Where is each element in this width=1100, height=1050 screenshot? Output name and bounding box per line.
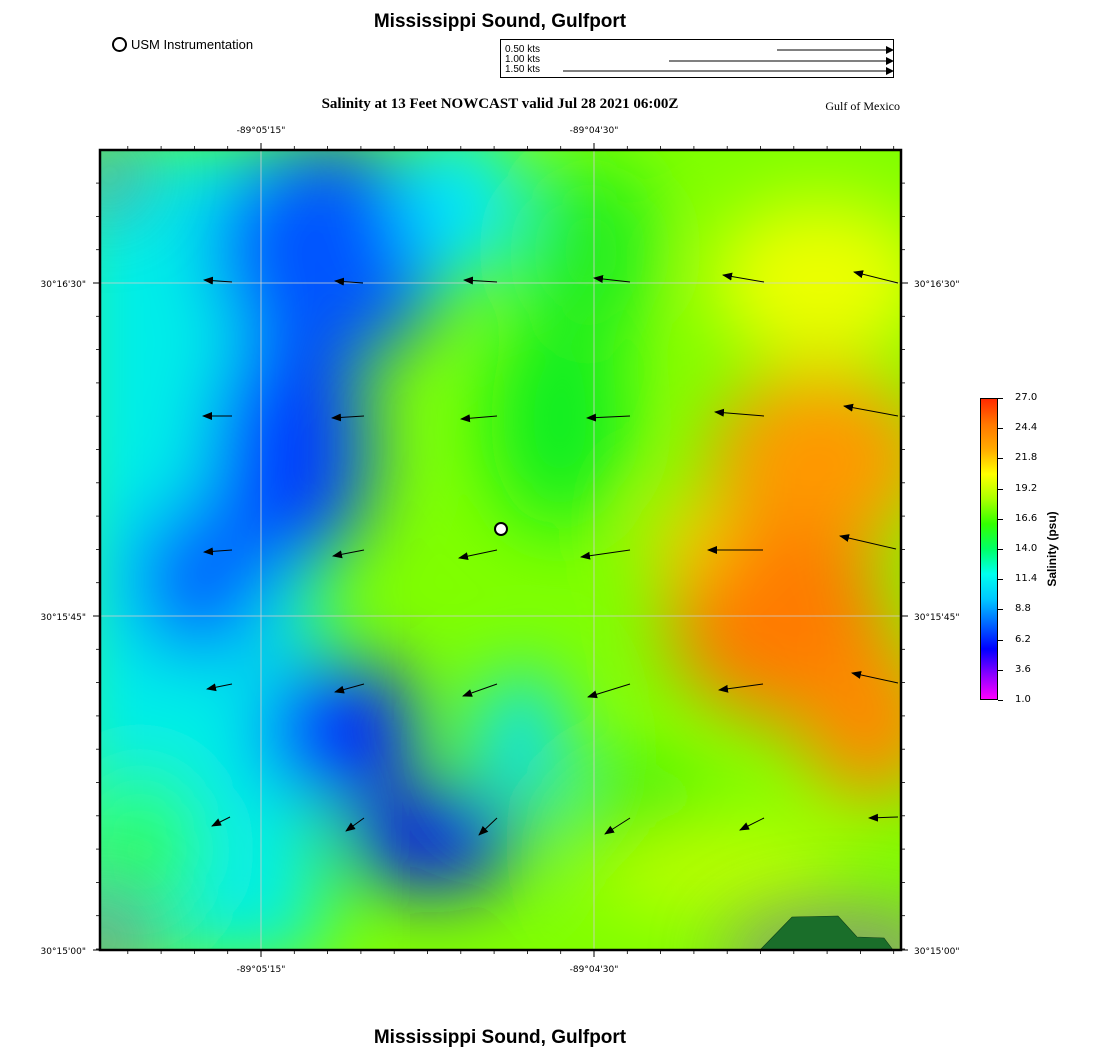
lat-tick-right-3: 30°15'00" [914,947,960,957]
colorbar-title: Salinity (psu) [1045,511,1059,587]
speed-legend-label-3: 1.50 kts [505,64,541,75]
colorbar-tick-mark [998,489,1003,490]
colorbar-tick-mark [998,640,1003,641]
lon-tick-bottom-1: -89°05'15" [236,965,286,975]
lat-tick-right-1: 30°16'30" [914,280,960,290]
lat-tick-left-1: 30°16'30" [40,280,86,290]
colorbar-tick-label: 1.0 [1015,694,1031,705]
colorbar-tick-mark [998,398,1003,399]
map-subtitle: Salinity at 13 Feet NOWCAST valid Jul 28 2021 06:00Z [321,96,679,112]
map-title: Mississippi Sound, Gulfport [373,11,627,32]
colorbar-tick-label: 19.2 [1015,482,1038,494]
colorbar-tick-mark [998,519,1003,520]
colorbar-tick-mark [998,458,1003,459]
colorbar-tick-mark [998,579,1003,580]
speed-legend-label-2: 1.00 kts [505,54,541,65]
colorbar-tick-label: 21.8 [1015,452,1038,464]
usm-station-icon[interactable] [495,523,507,535]
colorbar-tick-label: 8.8 [1015,603,1031,615]
colorbar-tick-label: 3.6 [1015,663,1031,675]
lon-tick-top-2: -89°04'30" [569,126,619,136]
lat-tick-right-2: 30°15'45" [914,613,960,623]
colorbar-tick-mark [998,428,1003,429]
salinity-field [60,120,960,1000]
colorbar-tick-label: 24.4 [1015,422,1038,434]
lat-tick-left-3: 30°15'00" [40,947,86,957]
lat-tick-left-2: 30°15'45" [40,613,86,623]
colorbar-tick-mark [998,700,1003,701]
colorbar-tick-label: 27.0 [1015,392,1038,403]
lon-tick-bottom-2: -89°04'30" [569,965,619,975]
colorbar-tick-label: 11.4 [1015,573,1038,585]
colorbar-tick-mark [998,549,1003,550]
region-label: Gulf of Mexico [825,99,900,113]
speed-legend-label-1: 0.50 kts [505,44,541,55]
colorbar-tick-label: 6.2 [1015,633,1031,645]
colorbar-tick-label: 14.0 [1015,543,1038,554]
station-legend-label: USM Instrumentation [131,37,254,52]
colorbar-tick-mark [998,670,1003,671]
map-bottom-title: Mississippi Sound, Gulfport [373,1027,627,1048]
salinity-colorbar [980,398,998,700]
colorbar-tick-mark [998,609,1003,610]
colorbar-tick-label: 16.6 [1015,512,1038,524]
lon-tick-top-1: -89°05'15" [236,126,286,136]
